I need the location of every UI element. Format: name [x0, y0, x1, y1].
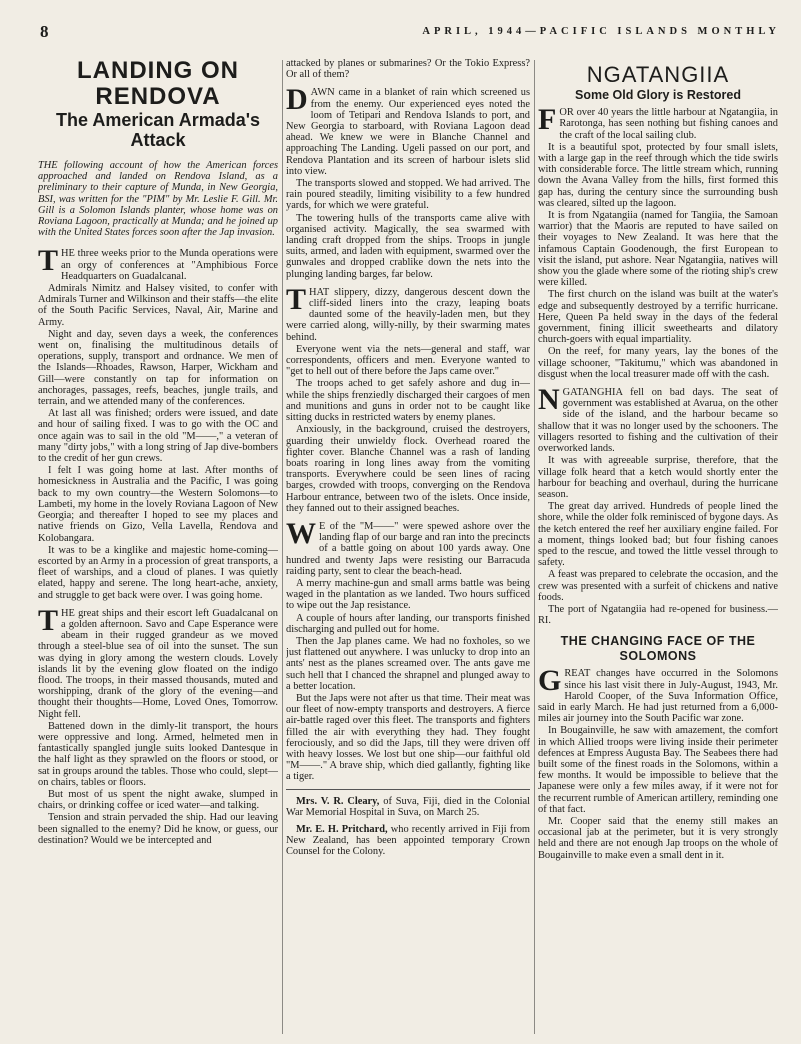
paragraph: A merry machine-gun and small arms battle was being waged in the plantation as we landed. Two hours sufficed to wipe out the Jap resistance. — [286, 577, 530, 612]
article-title-ngatangiia: NGATANGIIA — [586, 62, 730, 87]
column-3 — [538, 58, 778, 1033]
paragraph: W E of the "M——" were spewed ashore over the landing flap of our barge and ran into the precincts of a battle going on about 100 yards away. One hundred and twenty Japs were resisting our Barracuda raiding party, sent to clear the beach-head. — [286, 516, 530, 577]
paragraph: I felt I was going home at last. After months of homesickness in Australia and the Pacific, I was going back to my own country—the Western Solomons—to Lambeti, my home in the lovely Roviana Lagoon of New Georgia; and thereafter I hoped to see my places and native friends on Gizo, Vella Lavella, Rendova and Kolobangara. — [38, 465, 278, 544]
paragraph: Everyone went via the nets—general and staff, war correspondents, officers and men. Everyone wanted to "get to hell out of there before the Japs came over." — [286, 343, 530, 378]
drop-cap: T — [38, 603, 59, 637]
drop-cap: T — [38, 244, 59, 278]
drop-cap: W — [286, 516, 316, 550]
paragraph: But most of us spent the night awake, slumped in chairs, or drinking coffee or iced water—and talking. — [38, 788, 278, 812]
column-rule — [534, 60, 535, 1034]
paragraph: The first church on the island was built at the water's edge and subsequently destroyed by a terrific hurricane. Here, Queen Pa held sway in the days of the federal government, fining illicit sweethearts and dilatory church-goers with equal impartiality. — [538, 289, 778, 346]
paragraph: attacked by planes or submarines? Or the Tokio Express? Or all of them? — [286, 58, 530, 81]
page-number: 8 — [40, 22, 49, 41]
page-header — [40, 22, 780, 44]
paragraph: It is a beautiful spot, protected by four small islets, with a large gap in the reef through which the tide swirls with considerable force. The little stream which, running down the Avana Valley from the hills, first formed this gap has, during the century since the surrounding bush was cleared, silted up the lagoon. — [538, 141, 778, 209]
article-title-solomons: THE CHANGING FACE OF THE SOLOMONS — [560, 634, 756, 664]
article-subtitle-ngatangiia: Some Old Glory is Restored — [574, 88, 741, 102]
paragraph: The port of Ngatangiia had re-opened for business.—RI. — [538, 603, 778, 627]
paragraph: A couple of hours after landing, our transports finished discharging and pulled out for home. — [286, 612, 530, 635]
paragraph: Battened down in the dimly-lit transport, the hours were oppressive and long. Armed, helmeted men in fantastically spangled jungle suits looked Dantesque in the half light as they sprawled on the floors or stood, or sat in groups around the tables. Those who could, slept—on chairs, tables or floors. — [38, 720, 278, 788]
paragraph: It was to be a kinglike and majestic home-coming—escorted by an Army in a procession of great transports, a fleet of warships, and a cloud of planes. I was quietly elated, happy and serene. The long heart-ache, anxiety, and struggle to get back were over. I was going home. — [38, 544, 278, 601]
paragraph: GREAT changes have occurred in the Solomons since his last visit there in July-August, 1943, Mr. Harold Cooper, of the Suva Information Office, said in early March. He had just returned from a 6,000-miles air journey into the South Pacific war zone. — [538, 664, 778, 725]
paragraph: The great day arrived. Hundreds of people lined the shore, while the older folk reminisced of bygone days. As the ketch entered the reef her auxiliary engine failed. For a moment, things looked bad; but four fishing canoes sped to the rescue, and towed the little vessel through to safety. — [538, 501, 778, 569]
paragraph: THAT slippery, dizzy, dangerous descent down the cliff-sided liners into the crazy, leaping boats daunted some of the heavily-laden men, but they were carried along, willy-nilly, by their swarming mates behind. — [286, 282, 530, 343]
divider — [286, 789, 530, 790]
notice-name: Mr. E. H. Pritchard, — [296, 824, 388, 835]
drop-cap: G — [538, 664, 562, 698]
article-title: LANDING ON RENDOVA — [77, 58, 239, 110]
paragraph: The transports slowed and stopped. We had arrived. The rain poured steadily, limiting visibility to a few hundred yards, for which we were grateful. — [286, 178, 530, 212]
paragraph: It is from Ngatangiia (named for Tangiia, the Samoan warrior) that the Maoris are reputed to have sailed on their voyages to New Zealand. It was here that the infamous Captain Goodenough, the first European to visit the island, put ashore. Near Ngatangiia, natives will show you the glade where some of the rioting ship's crew were killed. — [538, 210, 778, 289]
paragraph: Then the Jap planes came. We had no foxholes, so we just flattened out anywhere. I was unlucky to drop into an ants' nest as the planes screamed over. The ants gave me such hell that I chanced the shrapnel and plunged away to a better location. — [286, 635, 530, 692]
paragraph: Admirals Nimitz and Halsey visited, to confer with Admirals Turner and Wilkinson and their staffs—the elite of the South Pacific Services, Naval, Air, Marine and Army. — [38, 283, 278, 328]
paragraph: Mr. Cooper said that the enemy still makes an occasional jab at the perimeter, but it is very strongly held and there are not enough Jap troops on the whole of Bougainville to make even a small dent in it. — [538, 815, 778, 861]
running-head: APRIL, 1944—PACIFIC ISLANDS MONTHLY — [422, 26, 780, 37]
drop-cap: N — [538, 383, 560, 417]
paragraph: A feast was prepared to celebrate the occasion, and the crew was presented with a surfeit of chickens and native foods. — [538, 569, 778, 603]
paragraph: At last all was finished; orders were issued, and date and hour of sailing fixed. I was to go with the OC and once again was to sail in the old "M——," a veteran of many "dirty jobs," with a long string of Jap dive-bombers to the credit of her gun crews. — [38, 408, 278, 465]
paragraph: But the Japs were not after us that time. Their meat was our fleet of now-empty transports and destroyers. A fierce air-battle raged over this fleet. The transports and fighters filled the air with everything they had. They fought ferociously, and so did the Japs, till they were driven off with heavy losses. We lost but one ship—our faithful old "M——." A brave ship, which died gallantly, fighting like a tiger. — [286, 692, 530, 783]
paragraph: Tension and strain pervaded the ship. Had our leaving been signalled to the enemy? Did he know, or guess, our destination? Would we be intercepted and — [38, 812, 278, 846]
paragraph: Night and day, seven days a week, the conferences went on, finalising the multitudinous details of operations, supply, transport and ordnance. We men of the Islands—Rhoades, Rawson, Harper, Wickham and Gill—were constantly on tap for information on anchorages, passages, reefs, beaches, jungle trails, and terrain, and we attended many of the conferences. — [38, 328, 278, 408]
drop-cap: D — [286, 83, 308, 117]
paragraph: Anxiously, in the background, cruised the destroyers, guarding their unwieldy flock. Overhead roared the fighter cover. Blanche Channel was a rash of landing boats roaring in long lines away from the vomiting transports. Everywhere could be seen lines of racing barges, crowded with troops, converging on the Rendova Harbour entrance, between two of the islets. Once inside, they fanned out to their assigned beaches. — [286, 424, 530, 514]
paragraph: THE three weeks prior to the Munda operations were an orgy of conferences at "Amphibious Force Headquarters on Guadalcanal. — [38, 244, 278, 282]
article-body-continued — [286, 58, 530, 783]
paragraph: FOR over 40 years the little harbour at Ngatangiia, in Rarotonga, has seen nothing but fishing canoes and the craft of the local sailing club. — [538, 103, 778, 141]
article-body-solomons — [538, 664, 778, 861]
article-subtitle: The American Armada's Attack — [55, 110, 261, 150]
notice-item: Mrs. V. R. Cleary, of Suva, Fiji, died in the Colonial War Memorial Hospital in Suva, on March 25. — [286, 795, 530, 818]
notice-item: Mr. E. H. Pritchard, who recently arrived in Fiji from New Zealand, has been appointed temporary Crown Counsel for the Colony. — [286, 824, 530, 858]
drop-cap: T — [286, 282, 307, 316]
paragraph: On the reef, for many years, lay the bones of the village schooner, "Takitumu," which was abandoned in disgust when the local treasurer made off with the cash. — [538, 346, 778, 380]
column-rule — [282, 60, 283, 1034]
column-2 — [286, 58, 530, 1033]
paragraph: THE great ships and their escort left Guadalcanal on a golden afternoon. Savo and Cape Esperance were abeam in their rugged grandeur as we moved through a steel-blue sea of oil into the sunset. The sun was dying in glory among the western clouds. Lovely islands lit by the evening glow floated on the indigo flood. The troops, in their massed thousands, muted and worshipping, drank of the glory of the evening—and thought their thoughts—Home, Loved Ones, Tomorrow. Night fell. — [38, 603, 278, 720]
paragraph: The towering hulls of the transports came alive with organised activity. Magically, the sea swarmed with landing craft dropped from the ships. Troops in jungle suits, armed, and laden with equipment, swarmed over the gunwales and dropped crablike down the nets into the plunging landing barges, far below. — [286, 212, 530, 280]
article-body-ngatangiia — [538, 103, 778, 627]
paragraph: The troops ached to get safely ashore and dug in—while the ships frenziedly discharged their cargoes of men and munitions and guns in order not to be caught like sitting ducks in restricted waters by enemy planes. — [286, 378, 530, 424]
paragraph: NGATANGHIA fell on bad days. The seat of government was established at Avarua, on the other side of the island, and the harbour became so shallow that it was no longer used by the schooners. The villagers resorted to fishing and the cultivation of their overworked lands. — [538, 383, 778, 455]
paragraph: In Bougainville, he saw with amazement, the comfort in which Allied troops were living inside their perimeter defences at Empress Augusta Bay. The Seabees there had built some of the finest roads in the Solomons, within a few months. It would be impossible to believe that the Japanese were only a few miles away, if it were not for the recurrent rumble of American artillery, reminding one of that fact. — [538, 725, 778, 815]
drop-cap: F — [538, 103, 557, 137]
notice-name: Mrs. V. R. Cleary, — [296, 795, 380, 807]
article-intro: THE following account of how the American forces approached and landed on Rendova Island, as a preliminary to their capture of Munda, in New Georgia, BSI, was written for the "PIM" by Mr. Leslie F. Gill. Mr. Gill is a Solomon Islands planter, whose home was on Roviana Lagoon, practically at Munda; and he joined up with the United States forces soon after the Jap invasion. — [38, 160, 278, 239]
paragraph: DAWN came in a blanket of rain which screened us from the enemy. Our experienced eyes noted the loom of Tetipari and Rendova Islands to port, and New Georgia to starboard, with Roviana Lagoon dead ahead. We knew we were in Blanche Channel and approaching The Landing. Ugeli passed on our port, and Rendova Plantation and its screen of harbour islets slid into view. — [286, 83, 530, 177]
column-1 — [38, 58, 278, 1033]
article-body — [38, 244, 278, 846]
paragraph: It was with agreeable surprise, therefore, that the village folk heard that a ketch would shortly enter the harbour for beaching and overhaul, during the hurricane season. — [538, 455, 778, 500]
personal-notices — [286, 796, 530, 858]
